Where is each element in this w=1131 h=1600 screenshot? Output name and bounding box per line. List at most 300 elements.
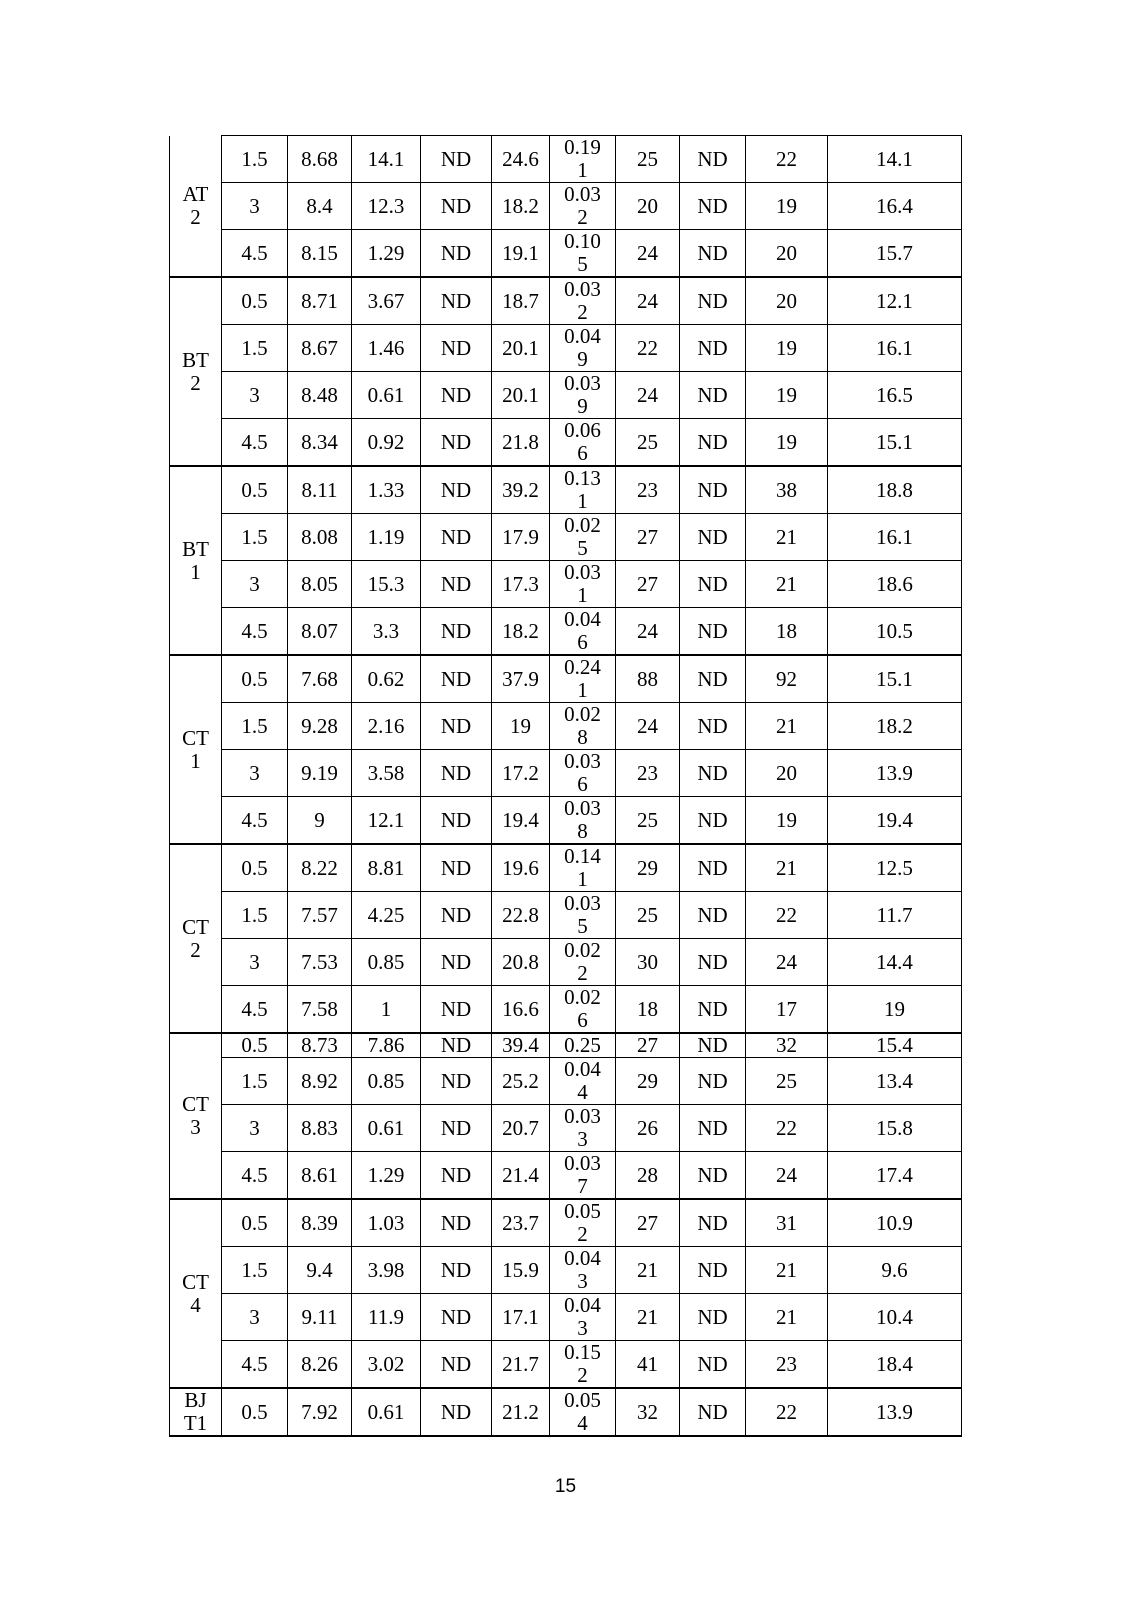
value-cell: 15.8 — [828, 1105, 962, 1152]
depth-cell: 4.5 — [222, 230, 288, 278]
value-cell: 0.044 — [550, 1058, 616, 1105]
depth-cell: 0.5 — [222, 1388, 288, 1436]
depth-cell: 0.5 — [222, 844, 288, 892]
value-cell: 29 — [616, 1058, 680, 1105]
value-cell: ND — [680, 1058, 746, 1105]
value-cell: 19.4 — [492, 797, 550, 845]
station-label-cell: BT 1 — [170, 466, 222, 655]
depth-cell: 3 — [222, 183, 288, 230]
value-cell: 38 — [746, 466, 828, 514]
value-cell: 24 — [616, 372, 680, 419]
value-cell: 9.19 — [288, 750, 352, 797]
value-cell: 27 — [616, 561, 680, 608]
value-cell: ND — [680, 608, 746, 656]
depth-cell: 1.5 — [222, 1247, 288, 1294]
value-cell: 7.68 — [288, 655, 352, 703]
value-cell: 0.85 — [352, 939, 421, 986]
value-cell: 25.2 — [492, 1058, 550, 1105]
value-cell: ND — [680, 1294, 746, 1341]
value-cell: 7.92 — [288, 1388, 352, 1436]
value-cell: 2.16 — [352, 703, 421, 750]
value-cell: 0.152 — [550, 1341, 616, 1389]
value-cell: 0.61 — [352, 1105, 421, 1152]
value-cell: 13.9 — [828, 750, 962, 797]
value-cell: ND — [680, 844, 746, 892]
value-cell: 8.92 — [288, 1058, 352, 1105]
value-cell: 24 — [746, 939, 828, 986]
value-cell: 24 — [616, 277, 680, 325]
value-cell: 22 — [746, 1105, 828, 1152]
table-row — [170, 844, 962, 892]
value-cell: ND — [680, 797, 746, 845]
depth-cell: 4.5 — [222, 986, 288, 1034]
table-row — [170, 136, 962, 183]
table-row — [170, 986, 962, 1034]
value-cell: 8.34 — [288, 419, 352, 467]
value-cell: 0.61 — [352, 1388, 421, 1436]
value-cell: ND — [680, 1105, 746, 1152]
value-cell: ND — [421, 1105, 492, 1152]
value-cell: 27 — [616, 514, 680, 561]
value-cell: 25 — [616, 419, 680, 467]
value-cell: 15.9 — [492, 1247, 550, 1294]
table-row — [170, 939, 962, 986]
table-row — [170, 1247, 962, 1294]
value-cell: 8.67 — [288, 325, 352, 372]
value-cell: 21 — [746, 844, 828, 892]
value-cell: ND — [421, 750, 492, 797]
value-cell: 0.85 — [352, 1058, 421, 1105]
station-label-cell: CT 4 — [170, 1199, 222, 1388]
value-cell: 19 — [746, 372, 828, 419]
value-cell: 7.53 — [288, 939, 352, 986]
value-cell: ND — [680, 655, 746, 703]
value-cell: 17.9 — [492, 514, 550, 561]
value-cell: 9 — [288, 797, 352, 845]
value-cell: 30 — [616, 939, 680, 986]
value-cell: 28 — [616, 1152, 680, 1200]
value-cell: 24 — [746, 1152, 828, 1200]
value-cell: 0.039 — [550, 372, 616, 419]
table-row — [170, 1341, 962, 1389]
value-cell: 11.9 — [352, 1294, 421, 1341]
value-cell: ND — [680, 750, 746, 797]
value-cell: 0.037 — [550, 1152, 616, 1200]
depth-cell: 1.5 — [222, 136, 288, 183]
value-cell: 8.22 — [288, 844, 352, 892]
value-cell: 25 — [616, 797, 680, 845]
value-cell: 8.68 — [288, 136, 352, 183]
station-label-cell: BJ T1 — [170, 1388, 222, 1436]
value-cell: 0.62 — [352, 655, 421, 703]
value-cell: 3.98 — [352, 1247, 421, 1294]
value-cell: 41 — [616, 1341, 680, 1389]
value-cell: 13.4 — [828, 1058, 962, 1105]
value-cell: 15.4 — [828, 1033, 962, 1058]
table-row — [170, 608, 962, 656]
value-cell: ND — [680, 1199, 746, 1247]
value-cell: 16.4 — [828, 183, 962, 230]
value-cell: 3.02 — [352, 1341, 421, 1389]
value-cell: 23 — [746, 1341, 828, 1389]
value-cell: 9.11 — [288, 1294, 352, 1341]
table-row — [170, 419, 962, 467]
station-label-cell: AT 2 — [170, 136, 222, 278]
value-cell: 18.6 — [828, 561, 962, 608]
value-cell: ND — [421, 514, 492, 561]
value-cell: ND — [421, 325, 492, 372]
value-cell: 0.141 — [550, 844, 616, 892]
value-cell: 0.191 — [550, 136, 616, 183]
table-row — [170, 514, 962, 561]
table-row — [170, 372, 962, 419]
value-cell: ND — [421, 1033, 492, 1058]
depth-cell: 4.5 — [222, 419, 288, 467]
value-cell: 8.71 — [288, 277, 352, 325]
value-cell: 0.038 — [550, 797, 616, 845]
value-cell: 24.6 — [492, 136, 550, 183]
table-row — [170, 466, 962, 514]
value-cell: 19 — [828, 986, 962, 1034]
value-cell: 0.043 — [550, 1247, 616, 1294]
value-cell: 19 — [746, 183, 828, 230]
depth-cell: 0.5 — [222, 277, 288, 325]
value-cell: 22 — [616, 325, 680, 372]
value-cell: 32 — [746, 1033, 828, 1058]
value-cell: 15.1 — [828, 419, 962, 467]
value-cell: 21.7 — [492, 1341, 550, 1389]
value-cell: 19 — [492, 703, 550, 750]
value-cell: 0.032 — [550, 183, 616, 230]
value-cell: ND — [421, 372, 492, 419]
value-cell: ND — [421, 844, 492, 892]
value-cell: 7.58 — [288, 986, 352, 1034]
value-cell: 8.73 — [288, 1033, 352, 1058]
value-cell: 18.4 — [828, 1341, 962, 1389]
value-cell: ND — [680, 561, 746, 608]
value-cell: 10.9 — [828, 1199, 962, 1247]
value-cell: ND — [680, 230, 746, 278]
depth-cell: 3 — [222, 1294, 288, 1341]
value-cell: 16.6 — [492, 986, 550, 1034]
value-cell: ND — [680, 514, 746, 561]
table-row — [170, 750, 962, 797]
value-cell: 19.6 — [492, 844, 550, 892]
value-cell: 10.5 — [828, 608, 962, 656]
table-row — [170, 230, 962, 278]
value-cell: 18.2 — [492, 608, 550, 656]
value-cell: 0.066 — [550, 419, 616, 467]
depth-cell: 1.5 — [222, 1058, 288, 1105]
value-cell: 0.025 — [550, 514, 616, 561]
value-cell: 8.48 — [288, 372, 352, 419]
value-cell: ND — [680, 466, 746, 514]
value-cell: ND — [421, 655, 492, 703]
data-table — [169, 135, 962, 1437]
value-cell: 39.2 — [492, 466, 550, 514]
value-cell: 9.6 — [828, 1247, 962, 1294]
value-cell: 14.1 — [352, 136, 421, 183]
value-cell: ND — [680, 1033, 746, 1058]
table-row — [170, 183, 962, 230]
value-cell: 21.8 — [492, 419, 550, 467]
value-cell: ND — [421, 277, 492, 325]
value-cell: ND — [680, 1247, 746, 1294]
value-cell: 7.86 — [352, 1033, 421, 1058]
depth-cell: 1.5 — [222, 514, 288, 561]
value-cell: 18.2 — [828, 703, 962, 750]
value-cell: 8.83 — [288, 1105, 352, 1152]
table-row — [170, 1058, 962, 1105]
value-cell: 8.61 — [288, 1152, 352, 1200]
value-cell: 7.57 — [288, 892, 352, 939]
value-cell: 9.4 — [288, 1247, 352, 1294]
value-cell: 23 — [616, 750, 680, 797]
value-cell: 17.1 — [492, 1294, 550, 1341]
value-cell: ND — [421, 1199, 492, 1247]
value-cell: 0.052 — [550, 1199, 616, 1247]
table-row — [170, 655, 962, 703]
value-cell: 3.67 — [352, 277, 421, 325]
value-cell: ND — [421, 183, 492, 230]
value-cell: 19.4 — [828, 797, 962, 845]
value-cell: 0.022 — [550, 939, 616, 986]
value-cell: 19 — [746, 325, 828, 372]
value-cell: 8.15 — [288, 230, 352, 278]
depth-cell: 1.5 — [222, 892, 288, 939]
station-label-cell: BT 2 — [170, 277, 222, 466]
value-cell: 18.8 — [828, 466, 962, 514]
value-cell: 15.1 — [828, 655, 962, 703]
value-cell: 17.2 — [492, 750, 550, 797]
value-cell: 24 — [616, 230, 680, 278]
value-cell: 0.131 — [550, 466, 616, 514]
value-cell: 0.105 — [550, 230, 616, 278]
value-cell: 21 — [746, 561, 828, 608]
value-cell: 24 — [616, 608, 680, 656]
value-cell: 20.8 — [492, 939, 550, 986]
value-cell: 92 — [746, 655, 828, 703]
value-cell: 17.4 — [828, 1152, 962, 1200]
value-cell: ND — [421, 1152, 492, 1200]
depth-cell: 4.5 — [222, 1152, 288, 1200]
value-cell: ND — [680, 986, 746, 1034]
station-label-cell: CT 1 — [170, 655, 222, 844]
value-cell: 20.1 — [492, 372, 550, 419]
value-cell: 27 — [616, 1033, 680, 1058]
value-cell: 39.4 — [492, 1033, 550, 1058]
value-cell: 18.7 — [492, 277, 550, 325]
depth-cell: 3 — [222, 1105, 288, 1152]
value-cell: ND — [421, 1247, 492, 1294]
table-row — [170, 797, 962, 845]
value-cell: 25 — [746, 1058, 828, 1105]
value-cell: 21 — [746, 514, 828, 561]
value-cell: 0.031 — [550, 561, 616, 608]
value-cell: 13.9 — [828, 1388, 962, 1436]
table-row — [170, 325, 962, 372]
value-cell: 18 — [746, 608, 828, 656]
table-row — [170, 892, 962, 939]
value-cell: 10.4 — [828, 1294, 962, 1341]
value-cell: 12.1 — [352, 797, 421, 845]
value-cell: 20 — [616, 183, 680, 230]
value-cell: 20 — [746, 277, 828, 325]
value-cell: ND — [421, 608, 492, 656]
value-cell: 21 — [746, 1247, 828, 1294]
value-cell: 16.1 — [828, 514, 962, 561]
value-cell: ND — [680, 183, 746, 230]
value-cell: 11.7 — [828, 892, 962, 939]
value-cell: 0.026 — [550, 986, 616, 1034]
table-body — [170, 136, 962, 1437]
value-cell: 0.25 — [550, 1033, 616, 1058]
table-row — [170, 1152, 962, 1200]
value-cell: 1.46 — [352, 325, 421, 372]
value-cell: 17.3 — [492, 561, 550, 608]
value-cell: 0.054 — [550, 1388, 616, 1436]
value-cell: ND — [421, 136, 492, 183]
depth-cell: 1.5 — [222, 703, 288, 750]
value-cell: 14.4 — [828, 939, 962, 986]
value-cell: 3.58 — [352, 750, 421, 797]
value-cell: 20.7 — [492, 1105, 550, 1152]
table-row — [170, 561, 962, 608]
value-cell: 19 — [746, 797, 828, 845]
value-cell: 0.241 — [550, 655, 616, 703]
value-cell: 1.03 — [352, 1199, 421, 1247]
value-cell: 12.3 — [352, 183, 421, 230]
value-cell: 24 — [616, 703, 680, 750]
value-cell: ND — [421, 230, 492, 278]
value-cell: 27 — [616, 1199, 680, 1247]
value-cell: 8.26 — [288, 1341, 352, 1389]
value-cell: 3.3 — [352, 608, 421, 656]
value-cell: 25 — [616, 892, 680, 939]
value-cell: 0.033 — [550, 1105, 616, 1152]
value-cell: ND — [680, 136, 746, 183]
value-cell: 0.046 — [550, 608, 616, 656]
value-cell: ND — [421, 986, 492, 1034]
value-cell: 8.11 — [288, 466, 352, 514]
value-cell: 12.5 — [828, 844, 962, 892]
value-cell: 1 — [352, 986, 421, 1034]
depth-cell: 3 — [222, 561, 288, 608]
value-cell: 21 — [616, 1247, 680, 1294]
value-cell: ND — [680, 939, 746, 986]
value-cell: 0.035 — [550, 892, 616, 939]
value-cell: 20.1 — [492, 325, 550, 372]
depth-cell: 0.5 — [222, 466, 288, 514]
station-label-cell: CT 3 — [170, 1033, 222, 1199]
value-cell: 22 — [746, 892, 828, 939]
value-cell: 8.08 — [288, 514, 352, 561]
value-cell: ND — [421, 703, 492, 750]
value-cell: 12.1 — [828, 277, 962, 325]
value-cell: ND — [680, 372, 746, 419]
value-cell: 88 — [616, 655, 680, 703]
value-cell: 1.33 — [352, 466, 421, 514]
table-row — [170, 1105, 962, 1152]
value-cell: ND — [421, 419, 492, 467]
depth-cell: 0.5 — [222, 1199, 288, 1247]
value-cell: ND — [680, 1341, 746, 1389]
value-cell: ND — [421, 892, 492, 939]
value-cell: 1.19 — [352, 514, 421, 561]
value-cell: 0.036 — [550, 750, 616, 797]
value-cell: 9.28 — [288, 703, 352, 750]
table-row — [170, 1294, 962, 1341]
value-cell: 8.39 — [288, 1199, 352, 1247]
value-cell: ND — [680, 277, 746, 325]
depth-cell: 4.5 — [222, 1341, 288, 1389]
value-cell: 20 — [746, 230, 828, 278]
value-cell: 16.5 — [828, 372, 962, 419]
table-row — [170, 703, 962, 750]
depth-cell: 0.5 — [222, 1033, 288, 1058]
value-cell: 16.1 — [828, 325, 962, 372]
value-cell: 21.4 — [492, 1152, 550, 1200]
value-cell: 17 — [746, 986, 828, 1034]
value-cell: 21.2 — [492, 1388, 550, 1436]
value-cell: 8.4 — [288, 183, 352, 230]
value-cell: ND — [421, 1058, 492, 1105]
value-cell: ND — [680, 419, 746, 467]
value-cell: 0.92 — [352, 419, 421, 467]
table-row — [170, 277, 962, 325]
value-cell: 14.1 — [828, 136, 962, 183]
value-cell: ND — [421, 797, 492, 845]
value-cell: ND — [680, 892, 746, 939]
value-cell: ND — [680, 325, 746, 372]
value-cell: ND — [421, 561, 492, 608]
depth-cell: 3 — [222, 939, 288, 986]
value-cell: 0.032 — [550, 277, 616, 325]
value-cell: 8.81 — [352, 844, 421, 892]
value-cell: 8.05 — [288, 561, 352, 608]
value-cell: 15.3 — [352, 561, 421, 608]
depth-cell: 4.5 — [222, 797, 288, 845]
value-cell: 20 — [746, 750, 828, 797]
value-cell: ND — [421, 466, 492, 514]
value-cell: 0.61 — [352, 372, 421, 419]
depth-cell: 3 — [222, 372, 288, 419]
value-cell: 23 — [616, 466, 680, 514]
value-cell: 37.9 — [492, 655, 550, 703]
value-cell: 32 — [616, 1388, 680, 1436]
value-cell: 21 — [746, 703, 828, 750]
page-number: 15 — [554, 1476, 577, 1497]
table-row — [170, 1033, 962, 1058]
value-cell: 1.29 — [352, 230, 421, 278]
value-cell: 22.8 — [492, 892, 550, 939]
value-cell: 23.7 — [492, 1199, 550, 1247]
value-cell: ND — [421, 1294, 492, 1341]
depth-cell: 4.5 — [222, 608, 288, 656]
table-row — [170, 1199, 962, 1247]
depth-cell: 1.5 — [222, 325, 288, 372]
station-label-cell: CT 2 — [170, 844, 222, 1033]
value-cell: ND — [680, 1152, 746, 1200]
value-cell: 29 — [616, 844, 680, 892]
value-cell: 21 — [616, 1294, 680, 1341]
value-cell: 18 — [616, 986, 680, 1034]
table-row — [170, 1388, 962, 1436]
value-cell: ND — [421, 1341, 492, 1389]
value-cell: 26 — [616, 1105, 680, 1152]
value-cell: 0.043 — [550, 1294, 616, 1341]
value-cell: ND — [680, 703, 746, 750]
